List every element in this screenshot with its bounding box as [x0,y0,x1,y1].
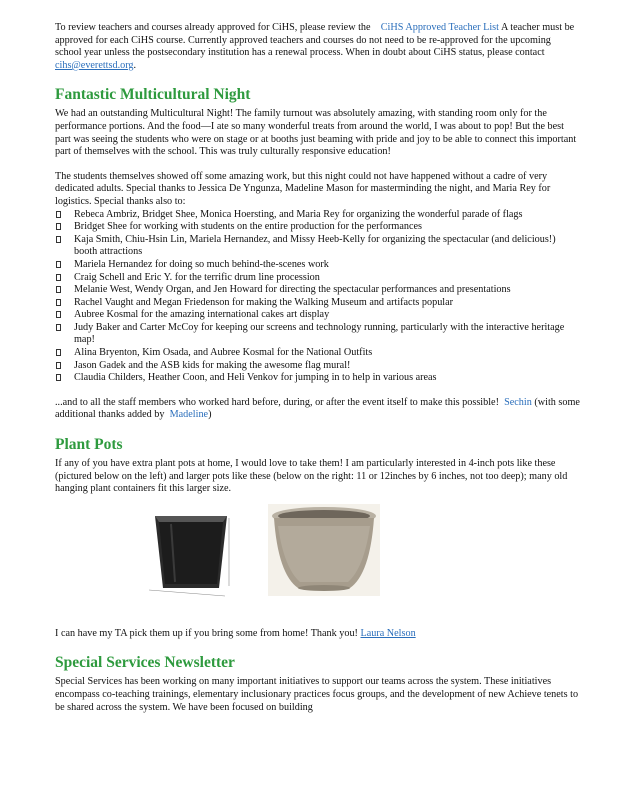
list-item-text: Melanie West, Wendy Organ, and Jen Howard for directing the spectacular performances and presentations [74,284,511,296]
plant-pots-paragraph: If any of you have extra plant pots at home, I would love to take them! I am particularly interested in 4-inch pots like these (pictured below on the left) and larger pots like these (below on the right: 11 or 12inches by 6 inches, not too deep); many old hanging plant containers fit this larger size. [55,458,568,495]
round-tan-pot-image [268,504,380,596]
list-item-text: Judy Baker and Carter McCoy for keeping our screens and technology running, particularly with the interactive heritage map! [74,321,565,346]
list-item [55,322,580,347]
list-item [55,209,580,222]
bullet-box-icon [56,362,61,369]
intro-paragraph [55,22,580,72]
list-item [55,360,580,373]
thanks-list [55,209,580,385]
sechin-link[interactable]: Sechin [504,396,532,408]
multicultural-heading: Fantastic Multicultural Night [55,86,251,104]
intro-text-2: A teacher must be approved for each CiHS course. Currently approved teachers and courses do not need to be re-approved for the upcoming school year unless the postsecondary institution has a renewal process. When in doubt about CiHS status, please contact [55,22,575,59]
list-item-text: Mariela Hernandez for doing so much behind-the-scenes work [74,258,329,270]
list-item [55,347,580,360]
multicultural-paragraph-2: The students themselves showed off some amazing work, but this night could not have happened without a cadre of very dedicated adults. Special thanks to Jessica De Yngunza, Madeline Mason for masterminding the night, and Maria Rey for logistics. Special thanks also to: [55,170,551,207]
list-item-text: Rebeca Ambriz, Bridget Shee, Monica Hoersting, and Maria Rey for organizing the wonderful parade of flags [74,208,523,220]
bullet-box-icon [56,299,61,306]
list-item [55,234,580,259]
list-item [55,284,580,297]
list-item [55,372,580,385]
pickup-paragraph [55,628,580,641]
list-item [55,297,580,310]
list-item [55,221,580,234]
closing-paragraph [55,397,580,422]
list-item-text: Bridget Shee for working with students on the entire production for the performances [74,221,422,233]
bullet-box-icon [56,349,61,356]
square-black-pot-image [141,504,253,600]
bullet-box-icon [56,223,61,230]
intro-text-3: . [133,59,137,71]
bullet-box-icon [56,311,61,318]
bullet-box-icon [56,261,61,268]
cihs-email-link[interactable]: cihs@everettsd.org [55,59,134,71]
multicultural-paragraph-1: We had an outstanding Multicultural Night! The family turnout was absolutely amazing, with standing room only for the performance portions. And the food—I ate so many wonderful treats from around the world, I was about to pop! But the best part was seeing the students who were on stage or at booths just beaming with pride and joy to be able to connect this important part of themselves with the school. This was truly culturally responsive education! [55,108,577,158]
bullet-box-icon [56,286,61,293]
closing-text-1: ...and to all the staff members who worked hard before, during, or after the event itself to make this possible! [55,396,499,408]
pickup-text: I can have my TA pick them up if you bring some from home! Thank you! [55,627,358,639]
list-item [55,309,580,322]
list-item [55,259,580,272]
intro-text-1: To review teachers and courses already approved for CiHS, please review the [55,22,371,33]
madeline-link[interactable]: Madeline [169,409,209,421]
plant-pots-images [55,502,580,620]
bullet-box-icon [56,374,61,381]
list-item-text: Rachel Vaught and Megan Friedenson for making the Walking Museum and artifacts popular [74,296,454,308]
list-item-text: Jason Gadek and the ASB kids for making the awesome flag mural! [74,359,351,371]
closing-text-2: (with some additional thanks added by [55,396,580,421]
bullet-box-icon [56,236,61,243]
list-item-text: Claudia Childers, Heather Coon, and Heli Venkov for jumping in to help in various areas [74,372,437,384]
list-item-text: Aubree Kosmal for the amazing international cakes art display [74,309,330,321]
closing-text-3: ) [208,409,212,421]
bullet-box-icon [56,211,61,218]
bullet-box-icon [56,274,61,281]
newsletter-page [55,22,580,714]
approved-teacher-list-link[interactable]: CiHS Approved Teacher List [380,22,499,33]
bullet-box-icon [56,324,61,331]
laura-nelson-link[interactable]: Laura Nelson [360,627,416,639]
list-item-text: Alina Bryenton, Kim Osada, and Aubree Kosmal for the National Outfits [74,347,373,359]
list-item [55,272,580,285]
list-item-text: Kaja Smith, Chiu-Hsin Lin, Mariela Hernandez, and Missy Heeb-Kelly for organizing the spectacular (and delicious!) booth attractions [74,233,556,258]
special-services-heading: Special Services Newsletter [55,654,235,672]
plant-pots-heading: Plant Pots [55,436,123,454]
list-item-text: Craig Schell and Eric Y. for the terrific drum line procession [74,271,320,283]
special-services-paragraph: Special Services has been working on many important initiatives to support our teams across the system. These initiatives encompass co-teaching trainings, elementary inclusionary practices focus groups, and the development of new Achieve tenets to be shared across the system. We have been focused on building [55,676,579,713]
